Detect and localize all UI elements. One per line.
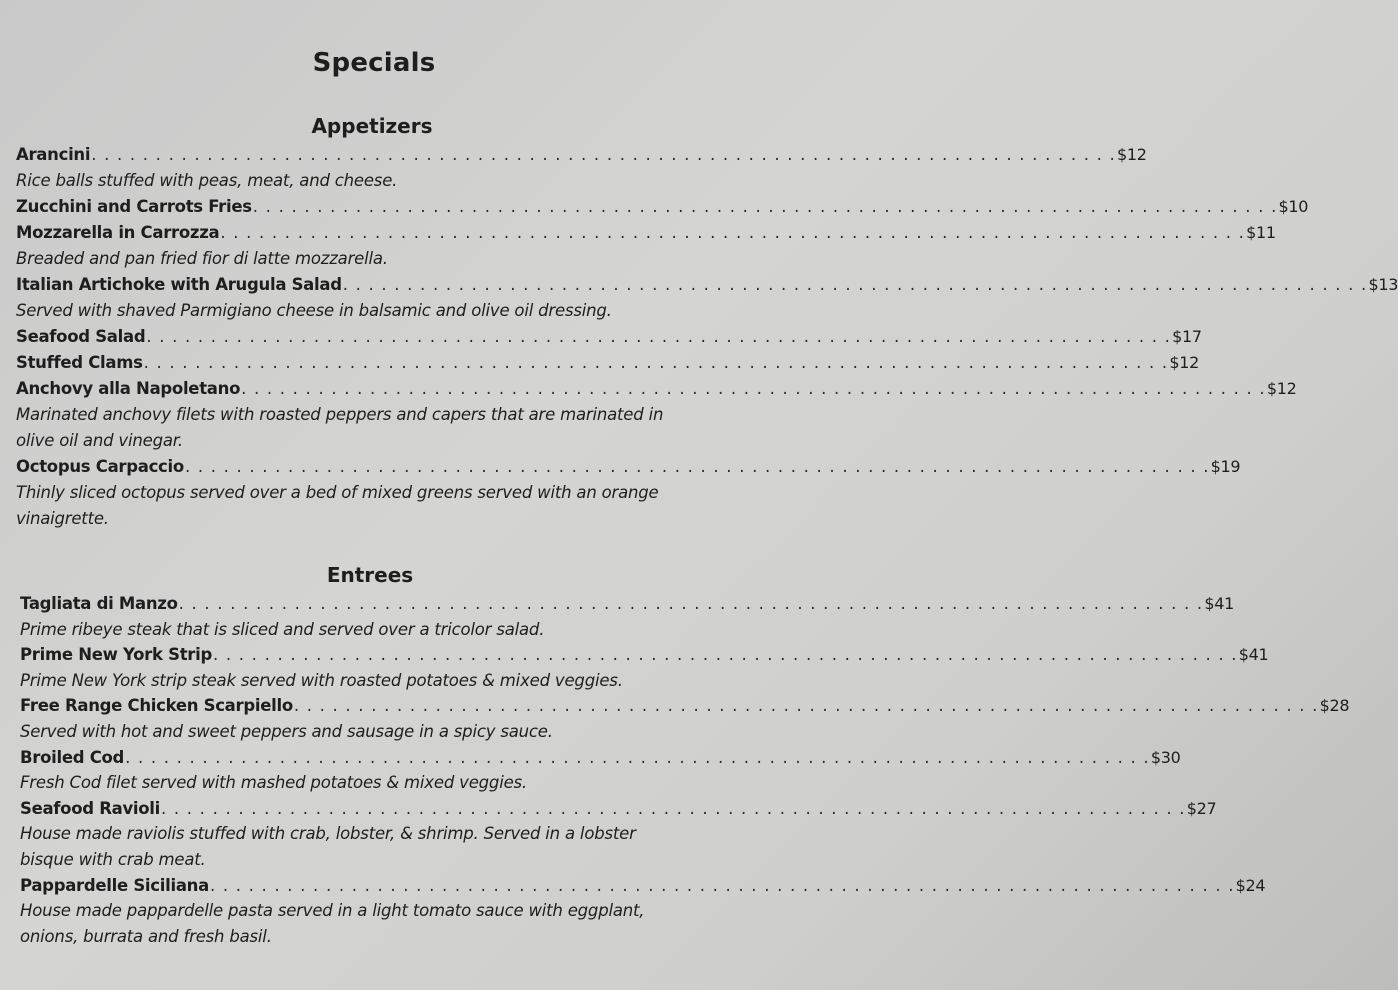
dot-leader: . . . . . . . . . . . . . . . . . . . . . . . . . . . . . . . . . . . . . . . . . . . . . . . . . . . . . . . . . . . . . . . . . . . . . . . . . . . . . . . . — [252, 197, 1278, 216]
menu-item-description: Rice balls stuffed with peas, meat, and cheese. — [16, 171, 398, 190]
menu-item-price: $41 — [1204, 594, 1235, 613]
dot-leader: . . . . . . . . . . . . . . . . . . . . . . . . . . . . . . . . . . . . . . . . . . . . . . . . . . . . . . . . . . . . . . . . . . . . . . . . . . . . . . . . — [220, 223, 1246, 242]
dot-leader: . . . . . . . . . . . . . . . . . . . . . . . . . . . . . . . . . . . . . . . . . . . . . . . . . . . . . . . . . . . . . . . . . . . . . . . . . . . . . . . . — [178, 594, 1204, 613]
dot-leader: . . . . . . . . . . . . . . . . . . . . . . . . . . . . . . . . . . . . . . . . . . . . . . . . . . . . . . . . . . . . . . . . . . . . . . . . . . . . . . . . — [184, 457, 1210, 476]
dot-leader: . . . . . . . . . . . . . . . . . . . . . . . . . . . . . . . . . . . . . . . . . . . . . . . . . . . . . . . . . . . . . . . . . . . . . . . . . . . . . . . . — [209, 875, 1235, 895]
menu-item-row — [16, 351, 1200, 375]
menu-item-name: Mozzarella in Carrozza — [16, 223, 220, 242]
menu-item-name: Seafood Ravioli — [20, 798, 161, 818]
dot-leader: . . . . . . . . . . . . . . . . . . . . . . . . . . . . . . . . . . . . . . . . . . . . . . . . . . . . . . . . . . . . . . . . . . . . . . . . . . . . . . . . — [146, 327, 1172, 346]
menu-item-name: Zucchini and Carrots Fries — [16, 197, 252, 216]
menu-item-price: $12 — [1116, 145, 1147, 164]
menu-item-price: $30 — [1150, 747, 1181, 767]
menu-item-name: Pappardelle Siciliana — [20, 875, 209, 895]
menu-item-row — [20, 643, 1269, 667]
menu-item-price: $10 — [1278, 197, 1309, 216]
menu-item-row — [16, 221, 1276, 245]
menu-item-row — [20, 746, 1181, 770]
menu-item-price: $11 — [1246, 223, 1276, 242]
menu-item-name: Broiled Cod — [20, 747, 125, 767]
menu-item-description: Fresh Cod filet served with mashed potatoes & mixed veggies. — [20, 773, 527, 793]
menu-item-description: bisque with crab meat. — [20, 850, 206, 869]
menu-item-name: Tagliata di Manzo — [20, 594, 178, 613]
dot-leader: . . . . . . . . . . . . . . . . . . . . . . . . . . . . . . . . . . . . . . . . . . . . . . . . . . . . . . . . . . . . . . . . . . . . . . . . . . . . . . . . — [143, 353, 1169, 372]
dot-leader: . . . . . . . . . . . . . . . . . . . . . . . . . . . . . . . . . . . . . . . . . . . . . . . . . . . . . . . . . . . . . . . . . . . . . . . . . . . . . . . . — [342, 275, 1368, 294]
appetizers-heading: Appetizers — [311, 114, 433, 138]
page-title: Specials — [312, 48, 436, 78]
menu-item-description: Served with hot and sweet peppers and sausage in a spicy sauce. — [20, 722, 553, 741]
menu-item-description: Prime ribeye steak that is sliced and served over a tricolor salad. — [20, 619, 545, 639]
menu-item-price: $13 — [1368, 275, 1398, 294]
menu-item-name: Stuffed Clams — [16, 353, 143, 372]
menu-item-price: $27 — [1186, 798, 1217, 818]
menu-item-description: vinaigrette. — [16, 509, 109, 528]
menu-item-row — [16, 325, 1202, 349]
menu-item-description: Thinly sliced octopus served over a bed of mixed greens served with an orange — [16, 483, 659, 502]
menu-item-row — [16, 143, 1147, 167]
menu-item-description: Breaded and pan fried fior di latte mozzarella. — [16, 249, 388, 268]
menu-item-row — [16, 273, 1398, 297]
menu-item-description: House made pappardelle pasta served in a light tomato sauce with eggplant, — [20, 901, 645, 921]
menu-item-description: Served with shaved Parmigiano cheese in balsamic and olive oil dressing. — [16, 301, 612, 320]
menu-item-name: Arancini — [16, 145, 91, 164]
menu-item-row — [20, 797, 1217, 821]
dot-leader: . . . . . . . . . . . . . . . . . . . . . . . . . . . . . . . . . . . . . . . . . . . . . . . . . . . . . . . . . . . . . . . . . . . . . . . . . . . . . . . . — [213, 645, 1238, 665]
dot-leader: . . . . . . . . . . . . . . . . . . . . . . . . . . . . . . . . . . . . . . . . . . . . . . . . . . . . . . . . . . . . . . . . . . . . . . . . . . . . . . . . — [91, 145, 1116, 164]
dot-leader: . . . . . . . . . . . . . . . . . . . . . . . . . . . . . . . . . . . . . . . . . . . . . . . . . . . . . . . . . . . . . . . . . . . . . . . . . . . . . . . . — [293, 696, 1319, 716]
menu-item-name: Free Range Chicken Scarpiello — [20, 696, 293, 716]
menu-item-price: $12 — [1169, 353, 1200, 372]
menu-item-description: House made raviolis stuffed with crab, lobster, & shrimp. Served in a lobster — [20, 824, 636, 844]
menu-item-name: Anchovy alla Napoletano — [16, 379, 241, 398]
menu-item-price: $19 — [1210, 457, 1241, 476]
entrees-heading: Entrees — [326, 563, 414, 587]
dot-leader: . . . . . . . . . . . . . . . . . . . . . . . . . . . . . . . . . . . . . . . . . . . . . . . . . . . . . . . . . . . . . . . . . . . . . . . . . . . . . . . . — [161, 798, 1186, 818]
menu-item-description: Prime New York strip steak served with roasted potatoes & mixed veggies. — [20, 670, 623, 690]
dot-leader: . . . . . . . . . . . . . . . . . . . . . . . . . . . . . . . . . . . . . . . . . . . . . . . . . . . . . . . . . . . . . . . . . . . . . . . . . . . . . . . . — [125, 747, 1150, 767]
menu-item-name: Prime New York Strip — [20, 645, 213, 665]
menu-item-name: Octopus Carpaccio — [16, 457, 184, 476]
dot-leader: . . . . . . . . . . . . . . . . . . . . . . . . . . . . . . . . . . . . . . . . . . . . . . . . . . . . . . . . . . . . . . . . . . . . . . . . . . . . . . . . — [241, 379, 1266, 398]
menu-item-row — [20, 874, 1266, 898]
menu-item-row — [16, 195, 1309, 219]
menu-item-row — [16, 377, 1297, 401]
menu-item-price: $17 — [1172, 327, 1202, 346]
menu-item-row — [16, 455, 1241, 479]
menu-item-price: $28 — [1319, 696, 1350, 716]
menu-item-description: olive oil and vinegar. — [16, 431, 183, 450]
menu-item-row — [20, 694, 1350, 718]
menu-item-description: onions, burrata and fresh basil. — [20, 926, 272, 946]
menu-item-description: Marinated anchovy filets with roasted peppers and capers that are marinated in — [16, 405, 664, 424]
menu-item-row — [20, 592, 1235, 616]
menu-item-name: Seafood Salad — [16, 327, 146, 346]
menu-item-price: $41 — [1238, 645, 1269, 665]
menu-item-price: $24 — [1235, 875, 1266, 895]
menu-item-price: $12 — [1266, 379, 1297, 398]
menu-item-name: Italian Artichoke with Arugula Salad — [16, 275, 342, 294]
